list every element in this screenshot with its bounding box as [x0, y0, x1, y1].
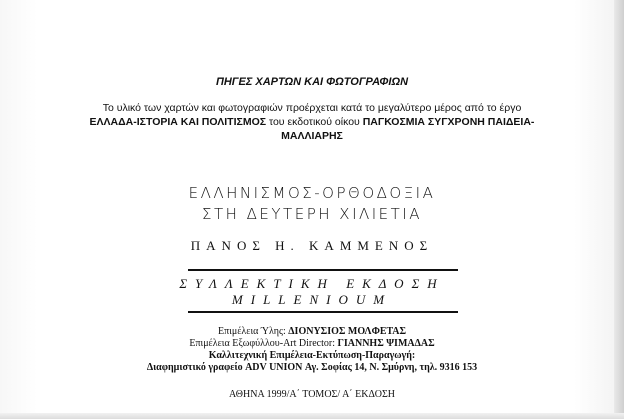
credit-cover-label: Επιμέλεια Εξωφύλλου-Art Director:: [189, 338, 336, 349]
book-title-line-1: ΕΛΛΗΝΙΣΜΟΣ-ΟΡΘΟΔΟΞΙΑ: [188, 184, 436, 202]
publisher-prefix: του εκδοτικού οίκου: [268, 116, 360, 128]
edition-line-1: ΣΥΛΛΕΚΤΙΚΗ ΕΚΔΟΣΗ: [179, 276, 445, 291]
credit-material-value: ΔΙΟΝΥΣΙΟΣ ΜΟΛΦΕΤΑΣ: [288, 326, 406, 337]
credit-material: [0, 326, 624, 338]
publisher-name: ΠΑΓΚΟΣΜΙΑ ΣΥΓΧΡΟΝΗ ΠΑΙΔΕΙΑ-ΜΑΛΛΙΑΡΗΣ: [281, 116, 535, 142]
book-title-line-2: ΣΤΗ ΔΕΥΤΕΡΗ ΧΙΛΙΕΤΙΑ: [201, 205, 423, 223]
sources-heading: ΠΗΓΕΣ ΧΑΡΤΩΝ ΚΑΙ ΦΩΤΟΓΡΑΦΙΩΝ: [215, 76, 409, 88]
credit-cover: [0, 338, 624, 350]
divider-top: [188, 269, 458, 271]
credit-cover-value: ΓΙΑΝΝΗΣ ΨΙΜΑΔΑΣ: [337, 338, 435, 349]
credits-block: [0, 326, 624, 374]
divider-bottom: [188, 311, 458, 313]
page-edge-bottom: [0, 413, 624, 419]
credit-material-label: Επιμέλεια Ύλης:: [218, 326, 286, 337]
sources-line-2: [70, 115, 554, 143]
credit-agency: Διαφημιστικό γραφείο ADV UNION Αγ. Σοφίας 14, Ν. Σμύρνη, τηλ. 9316 153: [146, 362, 478, 373]
sources-line-1: Το υλικό των χαρτών και φωτογραφιών προέρχεται κατά το μεγαλύτερο μέρος από το έργο: [102, 102, 522, 114]
source-work-title: ΕΛΛΑΔΑ-ΙΣΤΟΡΙΑ ΚΑΙ ΠΟΛΙΤΙΣΜΟΣ: [89, 116, 267, 128]
sources-paragraph: [70, 101, 554, 143]
publication-footer: ΑΘΗΝΑ 1999/Α΄ ΤΟΜΟΣ/ Α΄ ΕΚΔΟΣΗ: [228, 389, 395, 400]
book-author: ΠΑΝΟΣ Η. ΚΑΜΜΕΝΟΣ: [190, 238, 434, 253]
credit-production: Καλλιτεχνική Επιμέλεια-Εκτύπωση-Παραγωγή:: [208, 350, 416, 361]
edition-line-2: MILLENIOUM: [231, 292, 393, 307]
